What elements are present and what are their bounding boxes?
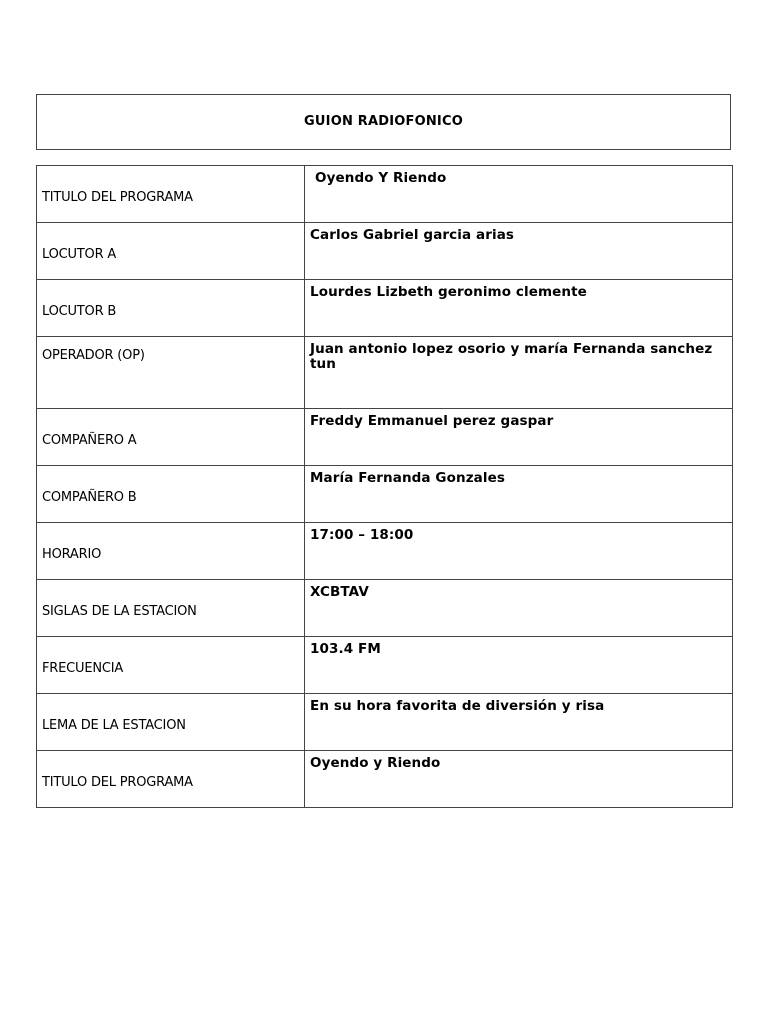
row-value: Oyendo y Riendo [310,755,441,771]
value-cell [305,637,733,694]
label-cell [37,223,305,280]
label-cell [37,523,305,580]
row-value: Carlos Gabriel garcia arias [310,227,515,243]
script-info-table [36,165,733,808]
table-row [37,280,733,337]
value-cell [305,337,733,409]
label-cell [37,337,305,409]
row-label: OPERADOR (OP) [42,348,145,363]
row-label: TITULO DEL PROGRAMA [42,775,193,790]
row-value: En su hora favorita de diversión y risa [310,698,605,714]
label-cell [37,280,305,337]
document-title: GUION RADIOFONICO [304,114,463,129]
label-cell [37,751,305,808]
value-cell [305,166,733,223]
table-row [37,694,733,751]
table-row [37,523,733,580]
table-row [37,637,733,694]
table-row [37,337,733,409]
table-row [37,166,733,223]
label-cell [37,466,305,523]
value-cell [305,409,733,466]
row-value: XCBTAV [310,584,369,600]
row-label: FRECUENCIA [42,661,124,676]
row-label: COMPAÑERO A [42,433,137,448]
label-cell [37,166,305,223]
value-cell [305,694,733,751]
row-label: HORARIO [42,547,102,562]
row-label: SIGLAS DE LA ESTACION [42,604,197,619]
row-value: Oyendo Y Riendo [315,170,447,186]
value-cell [305,580,733,637]
row-value: Lourdes Lizbeth geronimo clemente [310,284,587,300]
table-row [37,751,733,808]
label-cell [37,409,305,466]
row-label: LOCUTOR A [42,247,117,262]
document-title-box [36,94,731,150]
label-cell [37,580,305,637]
row-label: LEMA DE LA ESTACION [42,718,186,733]
table-row [37,409,733,466]
row-label: COMPAÑERO B [42,490,137,505]
label-cell [37,637,305,694]
value-cell [305,751,733,808]
value-cell [305,280,733,337]
table-row [37,466,733,523]
row-label: TITULO DEL PROGRAMA [42,190,193,205]
row-value: Juan antonio lopez osorio y maría Fernanda sanchez tun [310,341,713,372]
table-row [37,223,733,280]
label-cell [37,694,305,751]
value-cell [305,523,733,580]
table-row [37,580,733,637]
row-label: LOCUTOR B [42,304,117,319]
value-cell [305,223,733,280]
row-value: 17:00 – 18:00 [310,527,414,543]
row-value: 103.4 FM [310,641,381,657]
value-cell [305,466,733,523]
row-value: Freddy Emmanuel perez gaspar [310,413,554,429]
row-value: María Fernanda Gonzales [310,470,505,486]
